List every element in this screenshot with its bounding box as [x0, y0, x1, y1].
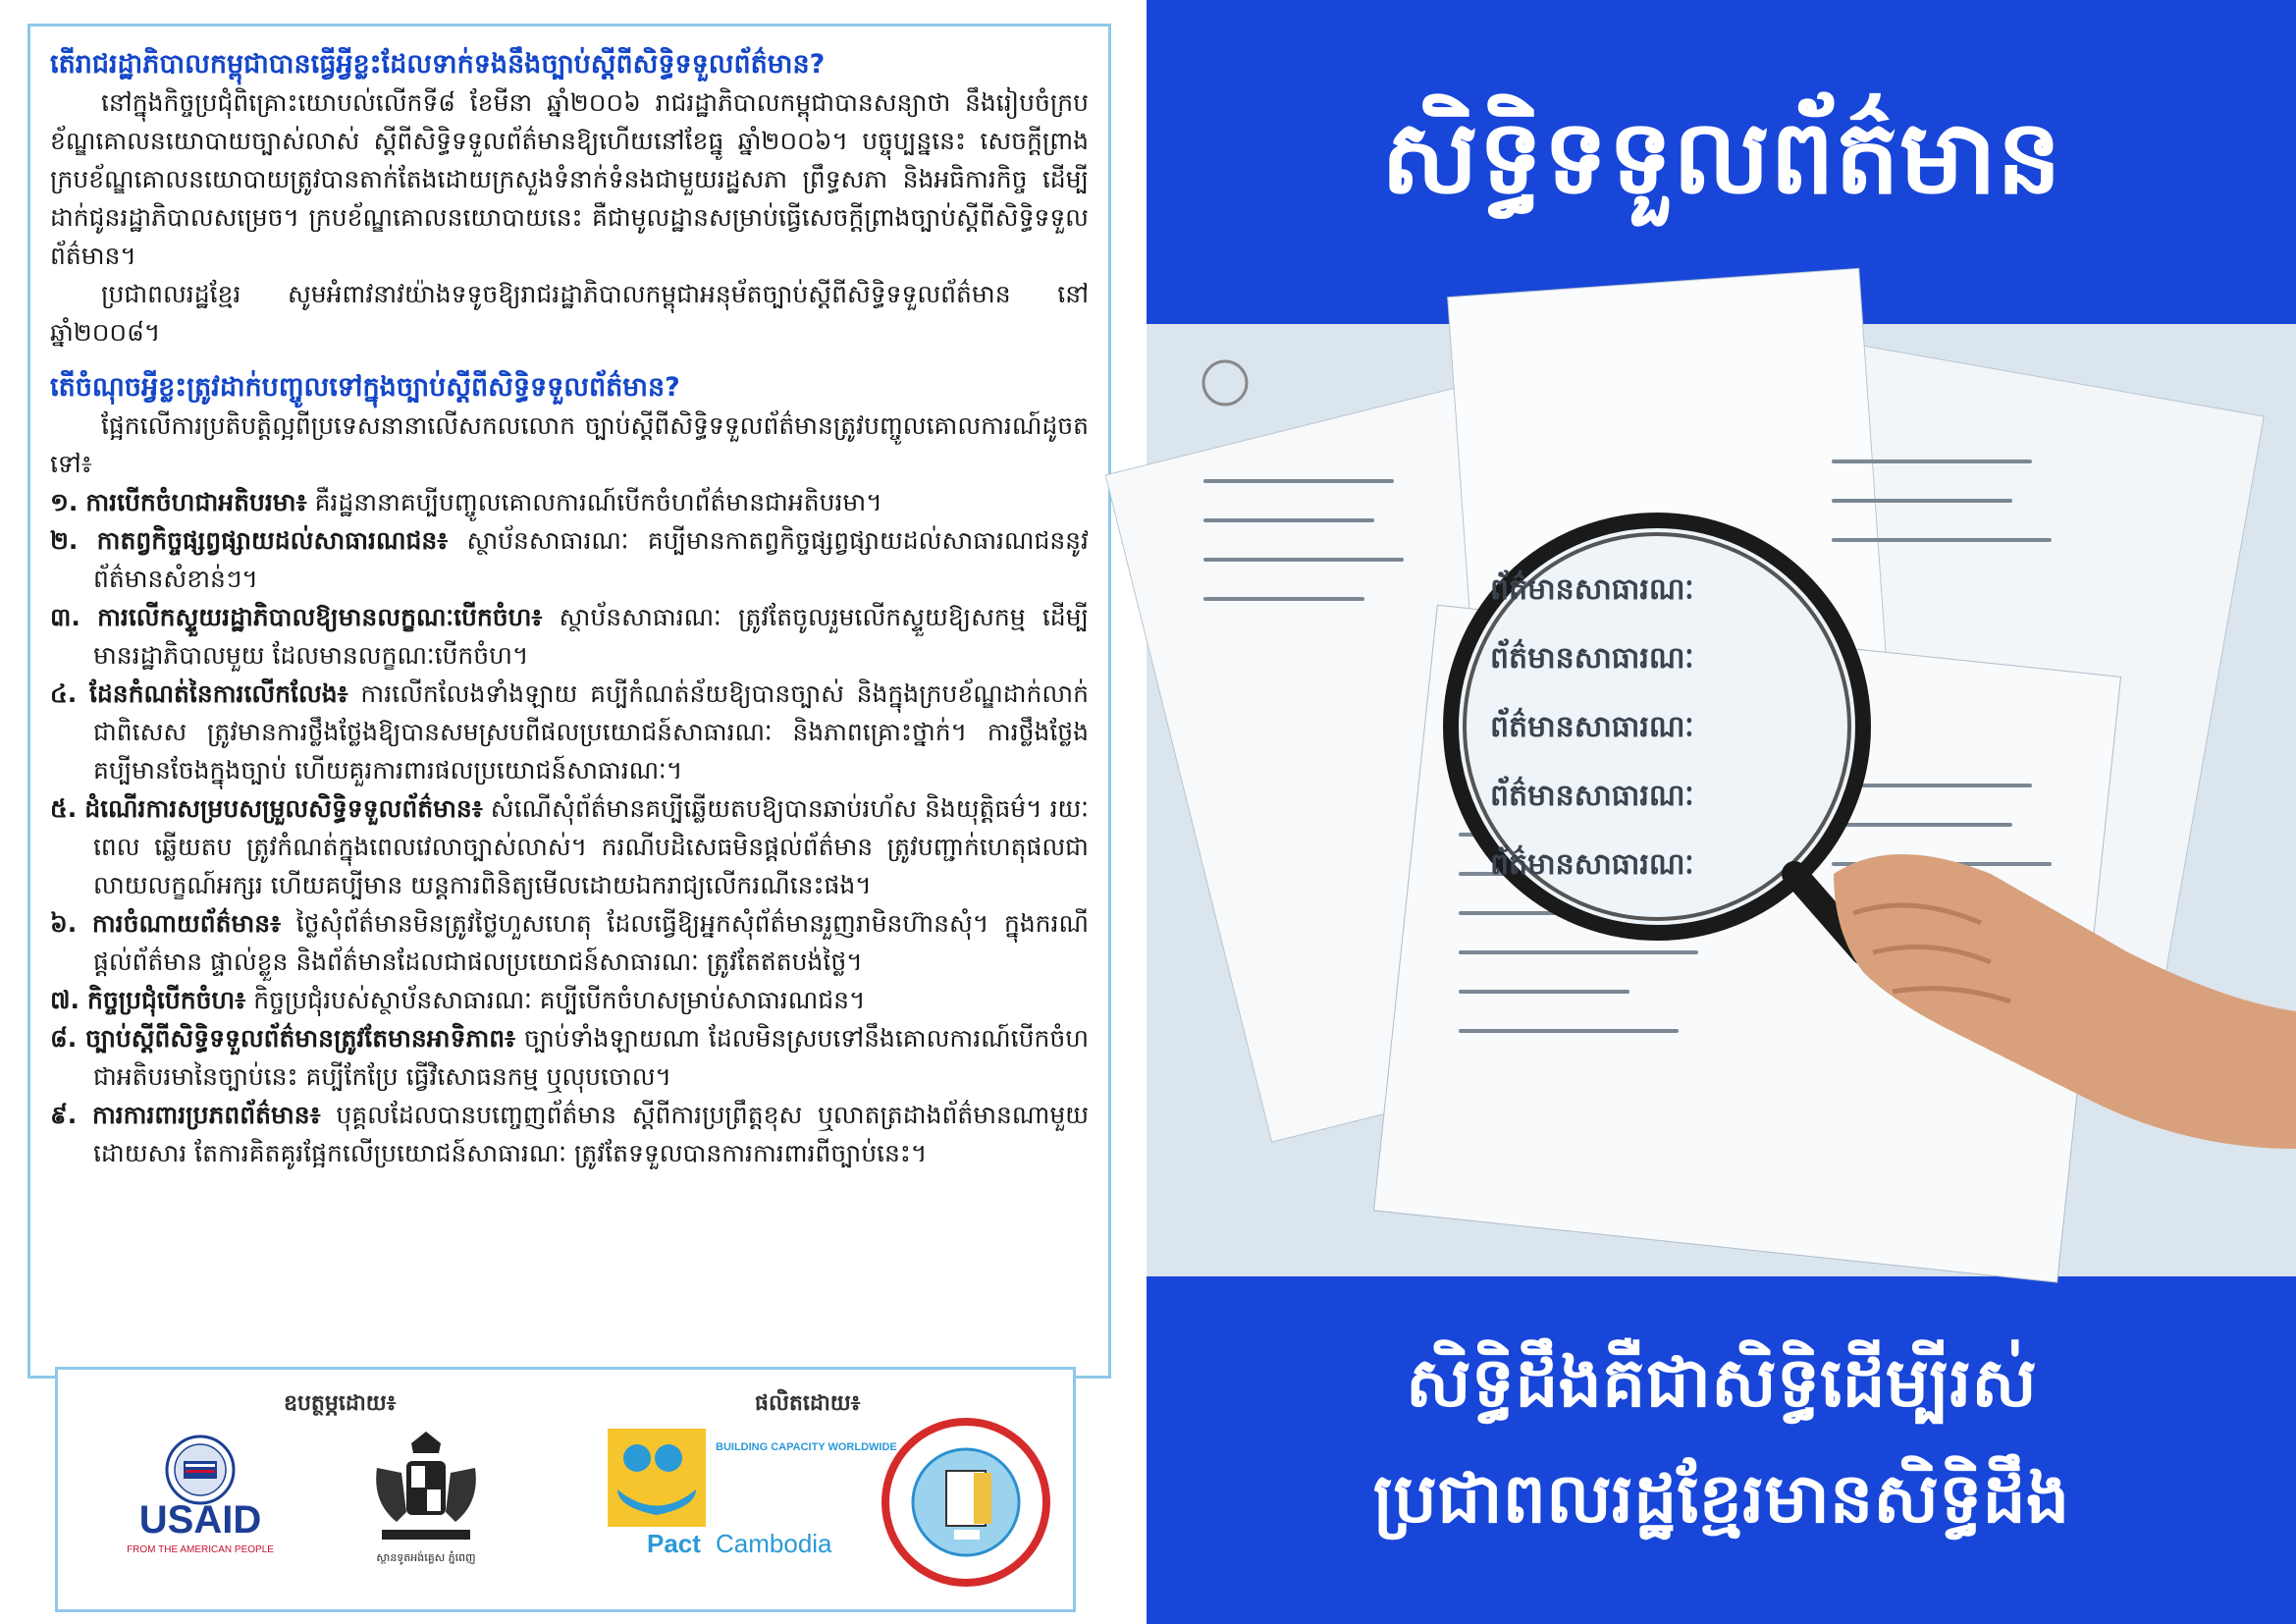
pact-tagline: BUILDING CAPACITY WORLDWIDE: [716, 1441, 897, 1453]
pact-name: Pact: [647, 1529, 701, 1558]
principle-text: ច្បាប់ទាំងឡាយណា ដែលមិនស្របទៅនឹងគោលការណ៍បើកចំហជាអតិបរមានៃច្បាប់នេះ គប្បីកែប្រែ ធ្វើវិសោធនកម្ម ឬលុបចោល។: [93, 1024, 1089, 1091]
supported-by-caption: ឧបត្ថម្ភដោយ៖: [284, 1391, 397, 1416]
text-content: [50, 46, 1089, 1362]
principle-text: ការលើកលែងទាំងឡាយ គប្បីកំណត់ន័យឱ្យបានច្បាស់ និងក្នុងក្របខ័ណ្ឌដាក់លាក់ជាពិសេស ត្រូវមានការថ្លឹងថ្លែងឱ្យបានសមស្របពីផលប្រយោជន៍សាធារណៈ និងភាពគ្រោះថ្នាក់។ ការថ្លឹងថ្លែងគប្បីមានចែងក្នុងច្បាប់ ហើយគួរការពារផលប្រយោជន៍សាធារណៈ។: [93, 679, 1089, 785]
principle-item: [50, 981, 1089, 1019]
principle-item: [50, 483, 1089, 521]
usaid-logo: [117, 1429, 284, 1576]
pact-cambodia-logo: [608, 1429, 897, 1558]
principle-text: គឺរដ្ឋនានាគប្បីបញ្ចូលគោលការណ៍បើកចំហព័ត៌មានជាអតិបរមា។: [314, 488, 882, 516]
magnifier-text-1: ព័ត៌មានសាធារណៈ: [1490, 572, 1694, 607]
embassy-caption: ស្ថានទូតអង់គ្លេស ភ្នំពេញ: [376, 1551, 476, 1564]
principle-number: ២.: [50, 526, 79, 555]
principle-item: [50, 675, 1089, 789]
cover-title: សិទ្ធិទទួលព័ត៌មាន: [1380, 97, 2062, 217]
produced-by-caption: ផលិតដោយ៖: [755, 1391, 861, 1416]
principle-label: ការចំណាយព័ត៌មាន៖: [91, 909, 282, 938]
principle-text: កិច្ចប្រជុំរបស់ស្ថាប័នសាធារណៈ គប្បីបើកចំហសម្រាប់សាធារណជន។: [253, 986, 866, 1014]
section1-para2: ប្រជាពលរដ្ឋខ្មែរ សូមអំពាវនាវយ៉ាងទទូចឱ្យរាជរដ្ឋាភិបាលកម្ពុជាអនុម័តច្បាប់ស្តីពីសិទ្ធិទទួលព័ត៌មាន នៅឆ្នាំ២០០៨។: [50, 280, 1089, 347]
tagline-line-2: ប្រជាពលរដ្ឋខ្មែរមានសិទ្ធិដឹង: [1372, 1458, 2070, 1539]
principles-list: [50, 483, 1089, 1172]
principle-item: [50, 521, 1089, 598]
principle-number: ៦.: [50, 909, 78, 938]
principle-number: ៨.: [50, 1024, 78, 1053]
principle-label: ការការពារប្រភពព័ត៌មាន៖: [91, 1101, 321, 1129]
cover-panel: [1147, 0, 2296, 1624]
magnifier-text-5: ព័ត៌មានសាធារណៈ: [1490, 847, 1694, 882]
principle-label: កាតព្វកិច្ចផ្សព្វផ្សាយដល់សាធារណជន៖: [96, 526, 449, 555]
text-panel: [0, 0, 1147, 1624]
principle-label: ដែនកំណត់នៃការលើកលែង៖: [88, 679, 348, 708]
pact-country: Cambodia: [716, 1529, 832, 1558]
magnifier-text-2: ព័ត៌មានសាធារណៈ: [1490, 641, 1694, 676]
principle-text: ស្ថាប័នសាធារណៈ ត្រូវតែចូលរួមលើកស្ទួយឱ្យសកម្ម ដើម្បីមានរដ្ឋាភិបាលមួយ ដែលមានលក្ខណៈបើកចំហ។: [93, 603, 1089, 670]
principle-label: ការលើកស្ទួយរដ្ឋាភិបាលឱ្យមានលក្ខណៈបើកចំហ៖: [97, 603, 543, 631]
principle-number: ៥.: [50, 794, 78, 823]
usaid-tagline: FROM THE AMERICAN PEOPLE: [127, 1544, 274, 1555]
pdi-seal-logo: [878, 1414, 1054, 1591]
magnifier-text-4: ព័ត៌មានសាធារណៈ: [1490, 779, 1694, 813]
principle-text: ថ្លៃសុំព័ត៌មានមិនត្រូវថ្លៃហួសហេតុ ដែលធ្វើឱ្យអ្នកសុំព័ត៌មានរួញរាមិនហ៊ានសុំ។ ក្នុងករណីផ្តល់ព័ត៌មាន ផ្ទាល់ខ្លួន និងព័ត៌មានដែលជាផលប្រយោជន៍សាធារណៈ ត្រូវតែឥតបង់ថ្លៃ។: [93, 909, 1090, 976]
principle-number: ៤.: [50, 679, 78, 708]
principle-item: [50, 598, 1089, 675]
principle-text: បុគ្គលដែលបានបញ្ចេញព័ត៌មាន ស្តីពីការប្រព្រឹត្តខុស ឬលាតត្រដាងព័ត៌មានណាមួយដោយសារ តែការគិតគូរផ្អែកលើប្រយោជន៍សាធារណៈ ត្រូវតែទទួលបានការការពារពីច្បាប់នេះ។: [93, 1101, 1090, 1167]
principle-label: ដំណើរការសម្របសម្រួលសិទ្ធិទទួលព័ត៌មាន៖: [84, 794, 483, 823]
principle-item: [50, 904, 1089, 981]
principle-item: [50, 1019, 1089, 1096]
principle-number: ៧.: [50, 986, 80, 1014]
principle-item: [50, 1096, 1089, 1172]
documents-magnifier-photo: [1147, 324, 2296, 1276]
principle-label: ការបើកចំហជាអតិបរមា៖: [85, 488, 307, 516]
sponsor-box: [55, 1367, 1076, 1612]
magnifier-text-3: ព័ត៌មានសាធារណៈ: [1490, 710, 1694, 744]
principle-text: ស្ថាប័នសាធារណៈ គប្បីមានកាតព្វកិច្ចផ្សព្វផ្សាយដល់សាធារណជននូវព័ត៌មានសំខាន់ៗ។: [93, 526, 1089, 593]
principle-number: ១.: [50, 488, 79, 516]
principle-number: ៩.: [50, 1101, 78, 1129]
usaid-name: USAID: [138, 1498, 262, 1542]
principle-item: [50, 789, 1089, 904]
text-frame: [27, 24, 1111, 1379]
principle-label: ច្បាប់ស្តីពីសិទ្ធិទទួលព័ត៌មានត្រូវតែមានអាទិភាព៖: [85, 1024, 516, 1053]
principle-text: សំណើសុំព័ត៌មានគប្បីឆ្លើយតបឱ្យបានឆាប់រហ័ស និងយុត្តិធម៌។ រយៈពេល ឆ្លើយតប ត្រូវកំណត់ក្នុងពេលវេលាច្បាស់លាស់។ ករណីបដិសេធមិនផ្តល់ព័ត៌មាន ត្រូវបញ្ជាក់ហេតុផលជាលាយលក្ខណ៍អក្សរ ហើយគប្បីមាន យន្តការពិនិត្យមើលដោយឯករាជ្យលើករណីនេះផង។: [93, 794, 1089, 899]
section2-intro: ផ្អែកលើការប្រតិបត្តិល្អពីប្រទេសនានាលើសកលលោក ច្បាប់ស្តីពីសិទ្ធិទទួលព័ត៌មានត្រូវបញ្ចូលគោលការណ៍ដូចតទៅ៖: [50, 411, 1089, 478]
section1-para1: នៅក្នុងកិច្ចប្រជុំពិគ្រោះយោបល់លើកទី៨ ខែមីនា ឆ្នាំ២០០៦ រាជរដ្ឋាភិបាលកម្ពុជាបានសន្យាថា នឹងរៀបចំក្របខ័ណ្ឌគោលនយោបាយច្បាស់លាស់ ស្តីពីសិទ្ធិទទួលព័ត៌មានឱ្យហើយនៅខែធ្នូ ឆ្នាំ២០០៦។ បច្ចុប្បន្ននេះ សេចក្តីព្រាងក្របខ័ណ្ឌគោលនយោបាយត្រូវបានតាក់តែងដោយក្រសួងទំនាក់ទំនងជាមួយរដ្ឋសភា ព្រឹទ្ធសភា និងអធិការកិច្ច ដើម្បីដាក់ជូនរដ្ឋាភិបាលសម្រេច។ ក្របខ័ណ្ឌគោលនយោបាយនេះ គឺជាមូលដ្ឋានសម្រាប់ធ្វើសេចក្តីព្រាងច្បាប់ស្តីពីសិទ្ធិទទួលព័ត៌មាន។: [50, 88, 1089, 270]
tagline-line-1: សិទ្ធិដឹងគឺជាសិទ្ធិដើម្បីរស់: [1406, 1342, 2037, 1423]
principle-label: កិច្ចប្រជុំបើកចំហ៖: [86, 986, 246, 1014]
section2-heading: តើចំណុចអ្វីខ្លះត្រូវដាក់បញ្ចូលទៅក្នុងច្បាប់ស្តីពីសិទ្ធិទទួលព័ត៌មាន?: [50, 372, 680, 403]
section1-heading: តើរាជរដ្ឋាភិបាលកម្ពុជាបានធ្វើអ្វីខ្លះដែលទាក់ទងនឹងច្បាប់ស្តីពីសិទ្ធិទទួលព័ត៌មាន?: [50, 49, 826, 80]
uk-royal-crest: [352, 1424, 500, 1596]
principle-number: ៣.: [50, 603, 80, 631]
